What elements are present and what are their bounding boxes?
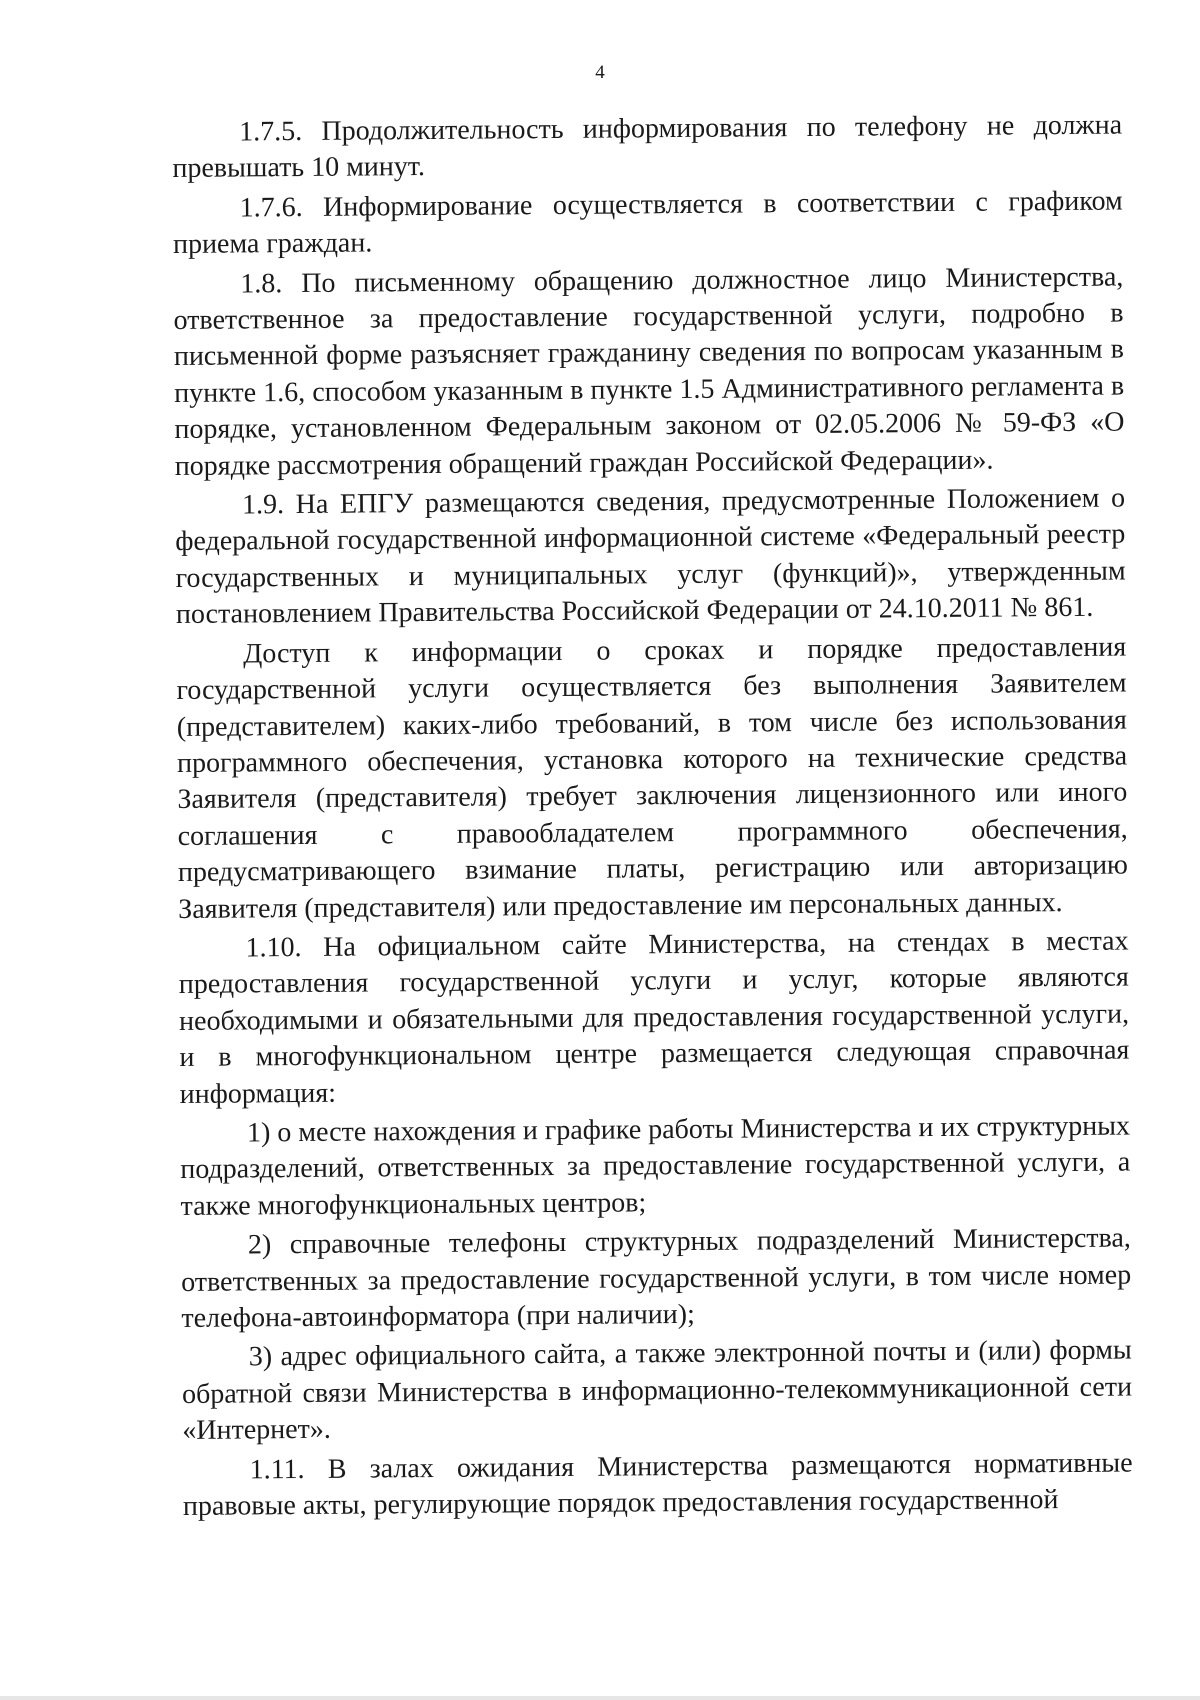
paragraph-1-10: 1.10. На официальном сайте Министерства, на стендах в местах предоставления государственной услуги и услуг, которые являются необходимыми и обязательными для предоставления государственной услуги, и в многофункциональном центре размещается следующая справочная информация: [178,925,1130,1110]
paragraph-1-7-6: 1.7.6. Информирование осуществляется в соответствии с графиком приема граждан. [172,185,1123,261]
document-body [172,108,1133,1529]
page-number: 4 [595,62,605,83]
list-item-1: 1) о месте нахождения и графике работы Министерства и их структурных подразделений, ответственных за предоставление государственной услуги, а также многофункциональных центров; [180,1110,1131,1222]
paragraph-1-8: 1.8. По письменному обращению должностное лицо Министерства, ответственное за предоставление государственной услуги, подробно в письменной форме разъясняет гражданину сведения по вопросам указанным в пункте 1.6, способом указанным в пункте 1.5 Административного регламента в порядке, установленном Федеральным законом от 02.05.2006 № 59-ФЗ «О порядке рассмотрения обращений граждан Российской Федерации». [173,261,1125,482]
paragraph-1-9: 1.9. На ЕПГУ размещаются сведения, предусмотренные Положением о федеральной государственной информационной системе «Федеральный реестр государственных и муниципальных услуг (функций)», утвержденным постановлением Правительства Российской Федерации от 24.10.2011 № 861. [175,482,1126,631]
paragraph-access: Доступ к информации о сроках и порядке предоставления государственной услуги осуществляется без выполнения Заявителем (представителем) каких-либо требований, в том числе без использования программного обеспечения, установка которого на технические средства Заявителя (представителя) требует заключения лицензионного или иного соглашения с правообладателем программного обеспечения, предусматривающего взимание платы, регистрацию или авторизацию Заявителя (представителя) или предоставление им персональных данных. [176,631,1129,925]
list-item-2: 2) справочные телефоны структурных подразделений Министерства, ответственных за предоставление государственной услуги, в том числе номер телефона-автоинформатора (при наличии); [181,1222,1132,1334]
list-item-3: 3) адрес официального сайта, а также электронной почты и (или) формы обратной связи Министерства в информационно-телекоммуникационной сети «Интернет». [181,1334,1133,1447]
paragraph-1-7-5: 1.7.5. Продолжительность информирования по телефону не должна превышать 10 минут. [172,109,1123,185]
scan-bottom-edge [0,1696,1200,1700]
paragraph-1-11: 1.11. В залах ожидания Министерства размещаются нормативные правовые акты, регулирующие порядок предоставления государственной [182,1447,1133,1522]
